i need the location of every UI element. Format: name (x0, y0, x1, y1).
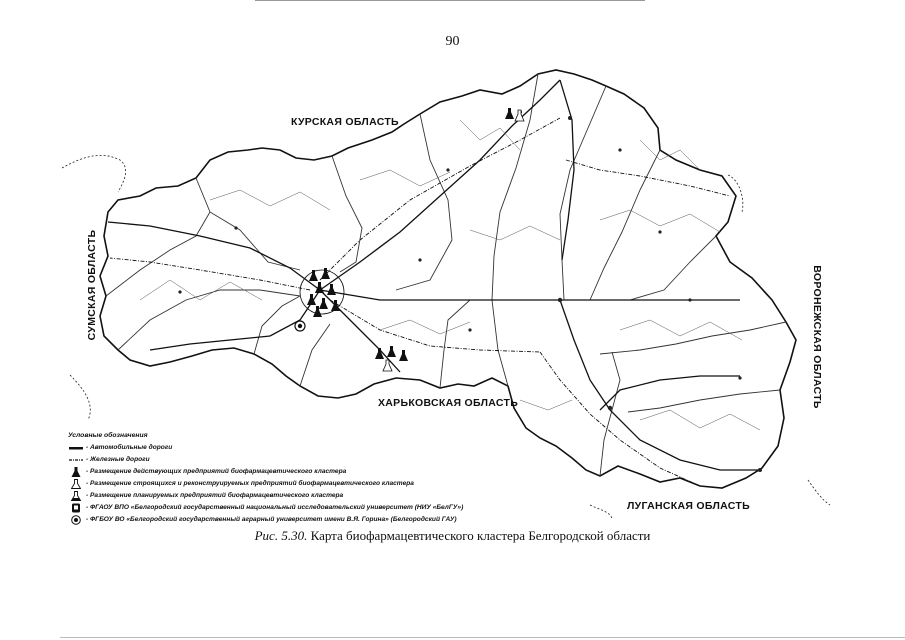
region-label-kharkiv: ХАРЬКОВСКАЯ ОБЛАСТЬ (378, 397, 519, 409)
legend-item-label: - Размещение строящихся и реконструируемых предприятий биофармацевтического кластера (86, 480, 414, 487)
legend-title: Условные обозначения (68, 432, 148, 439)
scan-edge-bottom (60, 637, 905, 638)
flask-filled-icon (68, 467, 84, 477)
railway-line-icon (68, 455, 84, 465)
legend-item (68, 454, 508, 466)
region-label-sumy: СУМСКАЯ ОБЛАСТЬ (86, 229, 98, 341)
figure-caption (0, 528, 905, 544)
caption-figure-number: Рис. 5.30. (254, 528, 308, 543)
flask-outline-icon (68, 479, 84, 489)
flask-half-icon (68, 491, 84, 501)
legend-item (68, 514, 508, 526)
legend-item-label: - ФГБОУ ВО «Белгородский государственный аграрный университет имени В.Я. Горина» (Белгородский ГАУ) (86, 516, 457, 523)
legend-item (68, 490, 508, 502)
oblast-border (100, 70, 796, 488)
map-legend (68, 430, 508, 526)
caption-text: Карта биофармацевтического кластера Белгородской области (310, 528, 651, 543)
region-label-voronezh: ВОРОНЕЖСКАЯ ОБЛАСТЬ (811, 265, 823, 409)
university-emblem-icon (68, 503, 84, 513)
legend-item-label: - Автомобильные дороги (86, 444, 173, 451)
road-line-icon (68, 443, 84, 453)
legend-item-label: - Размещение планируемых предприятий биофармацевтического кластера (86, 492, 344, 499)
legend-item-label: - Железные дороги (86, 456, 150, 463)
region-label-kursk: КУРСКАЯ ОБЛАСТЬ (291, 116, 399, 128)
legend-item (68, 442, 508, 454)
legend-item (68, 502, 508, 514)
agrarian-university-emblem-icon (68, 515, 84, 525)
region-label-lugansk: ЛУГАНСКАЯ ОБЛАСТЬ (627, 500, 750, 512)
legend-item-label: - Размещение действующих предприятий биофармацевтического кластера (86, 468, 347, 475)
legend-item (68, 478, 508, 490)
legend-item (68, 466, 508, 478)
page-number: 90 (445, 34, 460, 49)
legend-item-label: - ФГАОУ ВПО «Белгородский государственный национальный исследовательский университет (НИУ «БелГУ») (86, 504, 464, 511)
